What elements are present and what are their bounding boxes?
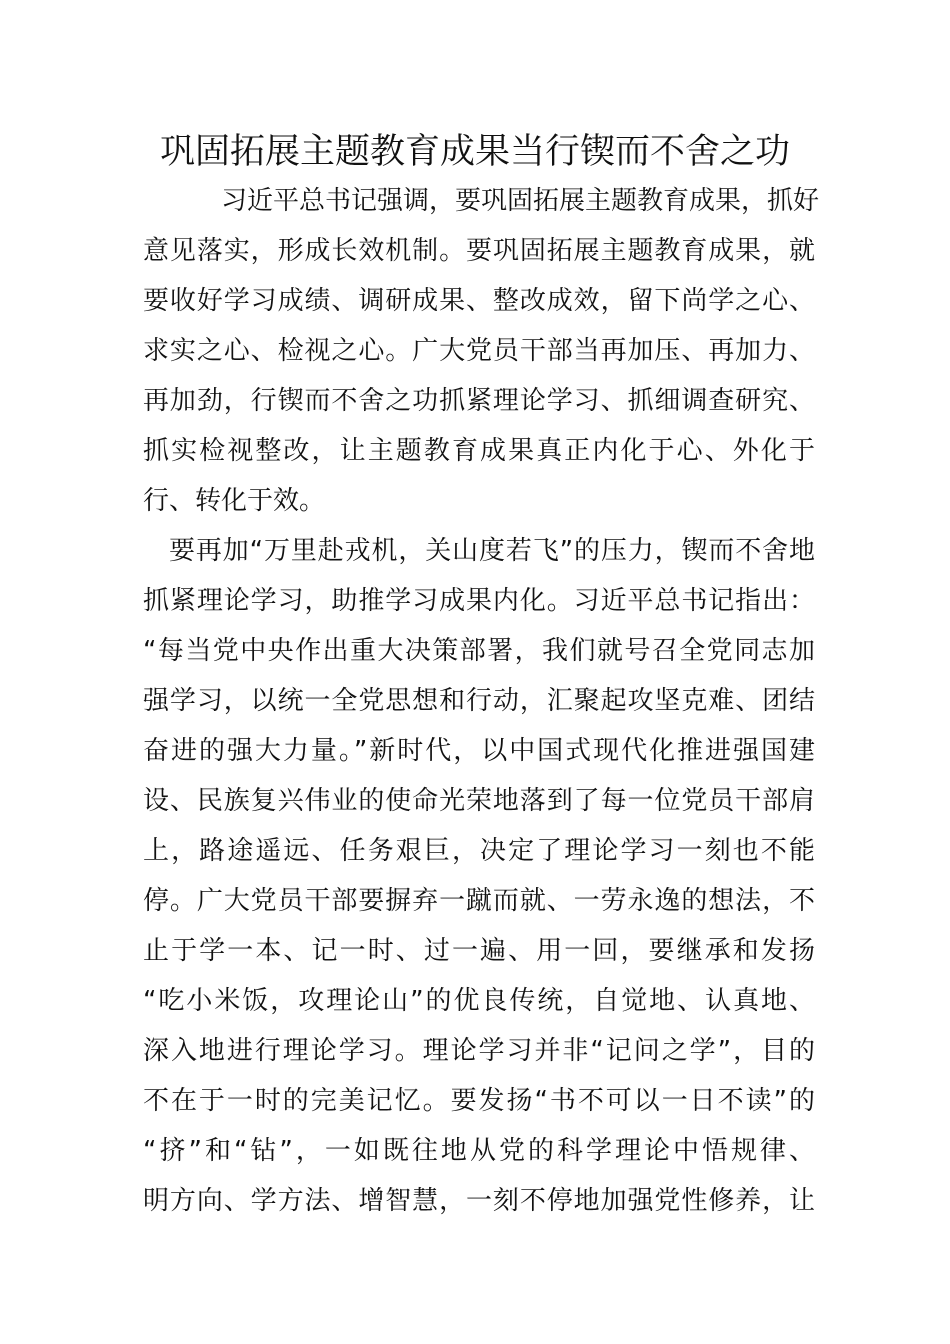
paragraph-1-line-1: 习近平总书记强调，要巩固拓展主题教育成果，抓好	[221, 186, 820, 216]
paragraph-2-line-11: 深入地进行理论学习。理论学习并非“记问之学”，目的	[143, 1036, 815, 1066]
paragraph-2-line-6: 设、民族复兴伟业的使命光荣地落到了每一位党员干部肩	[143, 786, 815, 816]
paragraph-1-line-2: 意见落实，形成长效机制。要巩固拓展主题教育成果，就	[143, 236, 815, 266]
paragraph-2-line-12: 不在于一时的完美记忆。要发扬“书不可以一日不读”的	[143, 1086, 815, 1116]
paragraph-1-line-7: 行、转化于效。	[143, 486, 326, 516]
paragraph-1-line-3: 要收好学习成绩、调研成果、整改成效，留下尚学之心、	[143, 286, 815, 316]
paragraph-2-line-10: “吃小米饭，攻理论山”的优良传统，自觉地、认真地、	[143, 986, 815, 1016]
paragraph-2-line-5: 奋进的强大力量。”新时代，以中国式现代化推进强国建	[143, 736, 815, 766]
paragraph-1-line-6: 抓实检视整改，让主题教育成果真正内化于心、外化于	[143, 436, 815, 466]
paragraph-2-line-4: 强学习，以统一全党思想和行动，汇聚起攻坚克难、团结	[143, 686, 815, 716]
paragraph-2-line-7: 上，路途遥远、任务艰巨，决定了理论学习一刻也不能	[143, 836, 815, 866]
document-title: 巩固拓展主题教育成果当行锲而不舍之功	[159, 132, 790, 172]
paragraph-1-line-4: 求实之心、检视之心。广大党员干部当再加压、再加力、	[143, 336, 815, 366]
paragraph-2-line-13: “挤”和“钻”，一如既往地从党的科学理论中悟规律、	[143, 1136, 815, 1166]
paragraph-2-line-1: 要再加“万里赴戎机，关山度若飞”的压力，锲而不舍地	[169, 536, 815, 566]
document-body	[143, 176, 820, 1226]
paragraph-2-line-2: 抓紧理论学习，助推学习成果内化。习近平总书记指出：	[143, 586, 815, 616]
paragraph-2-line-3: “每当党中央作出重大决策部署，我们就号召全党同志加	[143, 636, 815, 666]
paragraph-2-line-8: 停。广大党员干部要摒弃一蹴而就、一劳永逸的想法，不	[143, 886, 815, 916]
paragraph-2-line-14: 明方向、学方法、增智慧，一刻不停地加强党性修养，让	[143, 1186, 815, 1216]
paragraph-1-line-5: 再加劲，行锲而不舍之功抓紧理论学习、抓细调查研究、	[143, 386, 815, 416]
paragraph-2-line-9: 止于学一本、记一时、过一遍、用一回，要继承和发扬	[143, 936, 815, 966]
